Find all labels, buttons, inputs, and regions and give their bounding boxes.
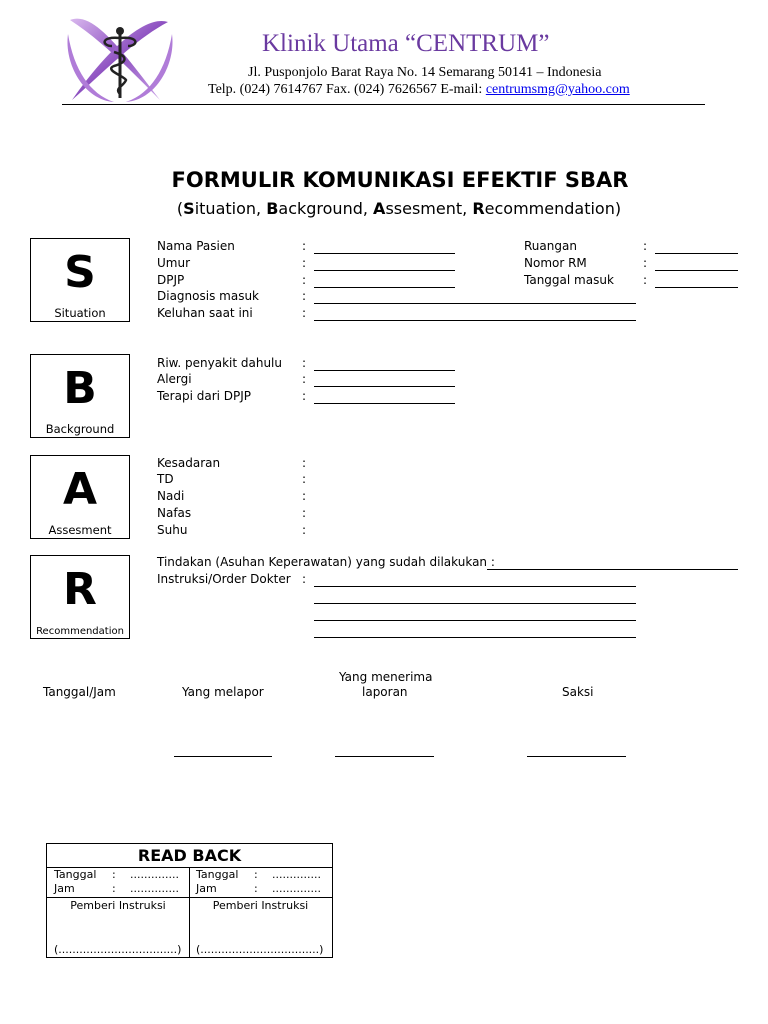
subtitle-open: ( <box>176 199 184 218</box>
field-label-ruangan: Ruangan <box>524 239 577 253</box>
contact-info: Telp. (024) 7614767 Fax. (024) 7626567 E-mail: <box>208 82 486 97</box>
alergi-input-line[interactable] <box>314 386 455 387</box>
colon: : <box>302 489 307 503</box>
ruangan-input-line[interactable] <box>655 253 738 254</box>
field-label-alergi: Alergi <box>157 372 192 386</box>
subtitle-s: S <box>183 199 195 218</box>
tindakan-input-line[interactable] <box>487 569 738 570</box>
field-label-terapi: Terapi dari DPJP <box>157 389 252 403</box>
readback-jam-value[interactable]: .............. <box>272 882 321 895</box>
email-link[interactable]: centrumsmg@yahoo.com <box>485 82 630 97</box>
colon: : <box>302 389 307 403</box>
instruksi-input-line[interactable] <box>314 637 636 638</box>
field-label-keluhan: Keluhan saat ini <box>157 306 253 320</box>
colon: : <box>643 256 648 270</box>
header-divider <box>62 104 705 105</box>
instruksi-input-line[interactable] <box>314 620 636 621</box>
subtitle-a-rest: ssesment, <box>385 199 473 218</box>
instruksi-input-line[interactable] <box>314 603 636 604</box>
field-label-nama-pasien: Nama Pasien <box>157 239 235 253</box>
field-label-nafas: Nafas <box>157 506 192 520</box>
signature-laporan: laporan <box>362 685 408 699</box>
readback-signature[interactable]: (..................................) <box>54 943 182 956</box>
colon: : <box>302 506 307 520</box>
keluhan-input-line[interactable] <box>314 320 636 321</box>
field-label-riwayat: Riw. penyakit dahulu <box>157 356 282 370</box>
situation-letter: S <box>64 247 96 298</box>
readback-tanggal-label: Tanggal <box>196 868 239 881</box>
colon: : <box>643 239 648 253</box>
signature-yang-melapor: Yang melapor <box>182 685 264 699</box>
saksi-signature-line[interactable] <box>527 756 626 757</box>
assesment-box <box>30 455 130 539</box>
readback-jam-label: Jam <box>54 882 75 895</box>
colon: : <box>302 472 307 486</box>
field-label-diagnosis: Diagnosis masuk <box>157 289 259 303</box>
umur-input-line[interactable] <box>314 270 455 271</box>
readback-tanggal-value[interactable]: .............. <box>130 868 179 881</box>
assesment-letter: A <box>62 464 98 515</box>
readback-pemberi-label: Pemberi Instruksi <box>212 899 309 912</box>
colon: : <box>302 306 307 320</box>
field-label-nomor-rm: Nomor RM <box>524 256 587 270</box>
melapor-signature-line[interactable] <box>174 756 272 757</box>
dpjp-input-line[interactable] <box>314 287 455 288</box>
colon: : <box>302 289 307 303</box>
subtitle-b-rest: ackground, <box>278 199 374 218</box>
readback-tanggal-value[interactable]: .............. <box>272 868 321 881</box>
field-label-umur: Umur <box>157 256 191 270</box>
recommendation-letter: R <box>63 564 97 615</box>
instruksi-input-line[interactable] <box>314 586 636 587</box>
diagnosis-input-line[interactable] <box>314 303 636 304</box>
field-label-tindakan: Tindakan (Asuhan Keperawatan) yang sudah dilakukan : <box>157 555 495 569</box>
background-label: Background <box>45 422 115 436</box>
readback-sep: : <box>112 868 116 881</box>
subtitle-a: A <box>373 199 386 218</box>
signature-saksi: Saksi <box>562 685 594 699</box>
field-label-suhu: Suhu <box>157 523 188 537</box>
clinic-address: Jl. Pusponjolo Barat Raya No. 14 Semarang 50141 – Indonesia <box>248 65 602 80</box>
subtitle-r-rest: ecommendation) <box>484 199 622 218</box>
situation-box <box>30 238 130 322</box>
readback-jam-label: Jam <box>196 882 217 895</box>
colon: : <box>302 356 307 370</box>
readback-jam-value[interactable]: .............. <box>130 882 179 895</box>
field-label-instruksi: Instruksi/Order Dokter <box>157 572 291 586</box>
readback-sep: : <box>112 882 116 895</box>
subtitle-r: R <box>472 199 485 218</box>
assesment-label: Assesment <box>48 523 112 537</box>
terapi-input-line[interactable] <box>314 403 455 404</box>
form-title: FORMULIR KOMUNIKASI EFEKTIF SBAR <box>171 168 629 192</box>
read-back-divider <box>189 867 190 957</box>
colon: : <box>302 523 307 537</box>
field-label-td: TD <box>157 472 174 486</box>
tanggal-masuk-input-line[interactable] <box>655 287 738 288</box>
field-label-kesadaran: Kesadaran <box>157 456 221 470</box>
read-back-box <box>46 843 333 958</box>
colon: : <box>302 372 307 386</box>
menerima-signature-line[interactable] <box>335 756 434 757</box>
background-letter: B <box>63 363 97 414</box>
nomor-rm-input-line[interactable] <box>655 270 738 271</box>
nama-pasien-input-line[interactable] <box>314 253 455 254</box>
read-back-title: READ BACK <box>137 846 242 865</box>
recommendation-label: Recommendation <box>36 626 124 637</box>
field-label-tanggal-masuk: Tanggal masuk <box>524 273 614 287</box>
readback-sep: : <box>254 882 258 895</box>
readback-tanggal-label: Tanggal <box>54 868 97 881</box>
field-label-dpjp: DPJP <box>157 273 185 287</box>
colon: : <box>302 239 307 253</box>
situation-label: Situation <box>54 306 106 320</box>
clinic-contact <box>208 82 630 98</box>
signature-tanggal-jam: Tanggal/Jam <box>43 685 116 699</box>
field-label-nadi: Nadi <box>157 489 185 503</box>
colon: : <box>302 456 307 470</box>
subtitle-b: B <box>266 199 279 218</box>
signature-yang-menerima: Yang menerima <box>339 670 433 684</box>
clinic-name: Klinik Utama “CENTRUM” <box>262 30 550 57</box>
readback-pemberi-label: Pemberi Instruksi <box>70 899 166 912</box>
colon: : <box>302 572 307 586</box>
readback-sep: : <box>254 868 258 881</box>
readback-signature[interactable]: (..................................) <box>196 943 324 956</box>
recommendation-box <box>30 555 130 639</box>
form-subtitle <box>0 199 768 218</box>
subtitle-s-rest: ituation, <box>194 199 267 218</box>
colon: : <box>302 256 307 270</box>
colon: : <box>643 273 648 287</box>
clinic-logo <box>64 14 176 104</box>
colon: : <box>302 273 307 287</box>
background-box <box>30 354 130 438</box>
riwayat-input-line[interactable] <box>314 370 455 371</box>
